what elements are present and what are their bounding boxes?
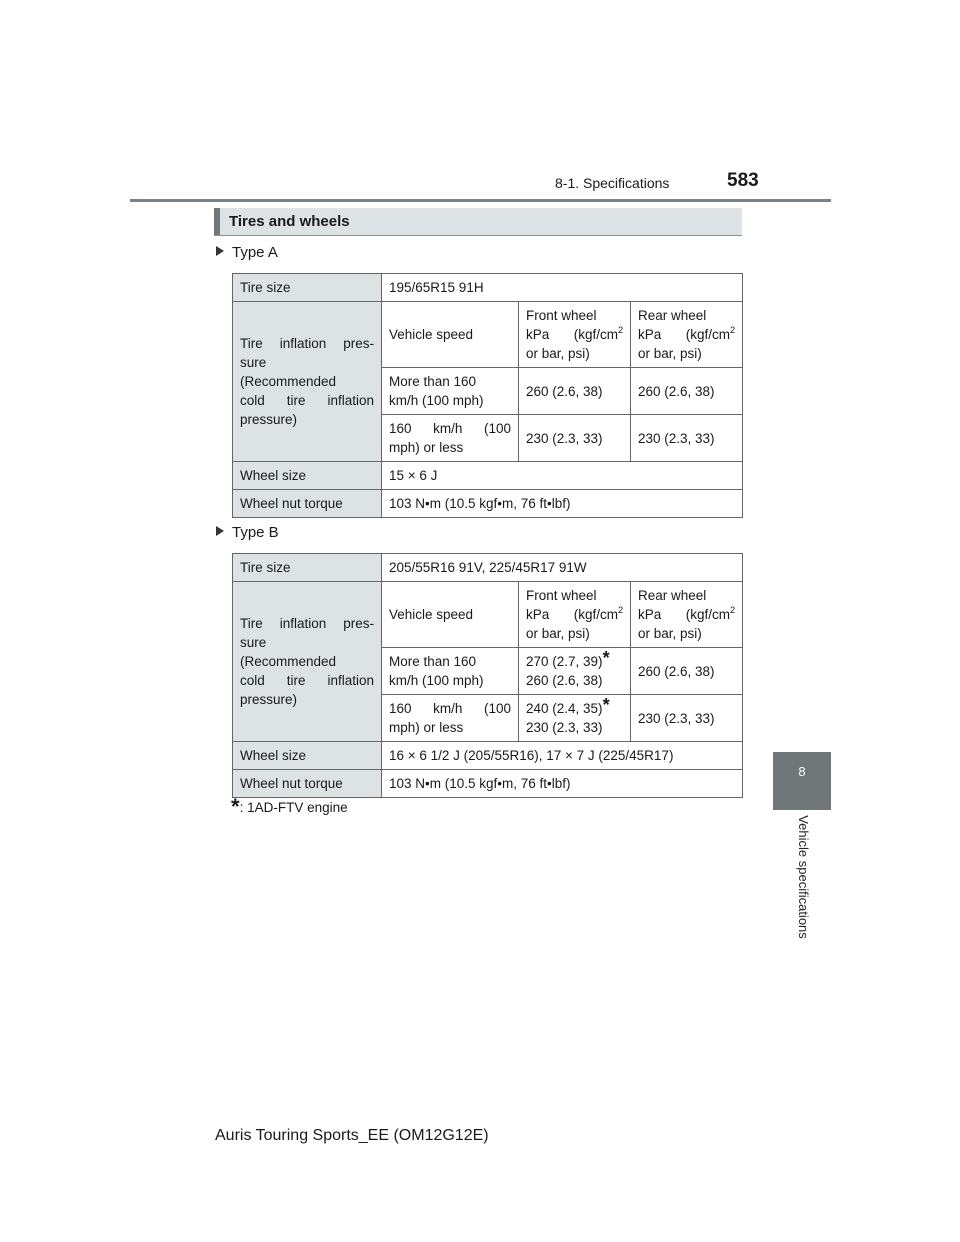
superscript: 2 [617, 605, 623, 615]
rear-pressure-cell: 260 (2.6, 38) [631, 648, 743, 695]
type-a-spec-table [232, 273, 743, 518]
front-header-line: or bar, psi) [526, 346, 590, 361]
wheel-size-label: Wheel size [233, 742, 382, 770]
front-pressure-line: 240 (2.4, 35) [526, 701, 603, 716]
speed-line: More than 160 [389, 374, 477, 389]
speed-line: mph) or less [389, 720, 464, 735]
front-pressure-cell [519, 695, 631, 742]
rear-header-line: kPa (kgf/cm [638, 327, 731, 342]
type-b-label [216, 524, 279, 541]
tire-size-label: Tire size [233, 554, 382, 582]
table-row [233, 462, 743, 490]
front-header-line: kPa (kgf/cm [526, 327, 618, 342]
pressure-label-line: cold tire inflation [240, 393, 374, 408]
front-wheel-header [519, 302, 631, 368]
nut-torque-label: Wheel nut torque [233, 770, 382, 798]
footnote-star: * [231, 794, 240, 819]
table-row [233, 770, 743, 798]
footnote-marker: * [602, 695, 610, 715]
table-row [233, 742, 743, 770]
tire-size-value: 195/65R15 91H [382, 274, 743, 302]
wheel-size-value: 15 × 6 J [382, 462, 743, 490]
type-a-label [216, 244, 278, 261]
pressure-label [233, 582, 382, 742]
front-pressure-line: 230 (2.3, 33) [526, 720, 603, 735]
rear-header-line: or bar, psi) [638, 626, 702, 641]
footnote [231, 794, 348, 819]
front-pressure-cell: 230 (2.3, 33) [519, 415, 631, 462]
vehicle-speed-header: Vehicle speed [382, 582, 519, 648]
table-row [233, 302, 743, 368]
speed-cell [382, 695, 519, 742]
type-b-spec-table [232, 553, 743, 798]
front-header-line: Front wheel [526, 588, 597, 603]
section-title: Tires and wheels [229, 213, 350, 230]
speed-line: km/h (100 mph) [389, 393, 484, 408]
rear-header-line: Rear wheel [638, 588, 707, 603]
triangle-bullet-icon [216, 246, 224, 256]
speed-cell [382, 648, 519, 695]
chapter-tab [773, 752, 831, 810]
type-a-label-text: Type A [232, 244, 278, 261]
rear-pressure-cell: 230 (2.3, 33) [631, 695, 743, 742]
section-title-underline [214, 235, 742, 236]
type-b-label-text: Type B [232, 524, 279, 541]
front-wheel-header [519, 582, 631, 648]
nut-torque-label: Wheel nut torque [233, 490, 382, 518]
superscript: 2 [730, 325, 736, 335]
speed-line: More than 160 [389, 654, 477, 669]
nut-torque-value: 103 N•m (10.5 kgf•m, 76 ft•lbf) [382, 770, 743, 798]
table-row [233, 582, 743, 648]
rear-header-line: Rear wheel [638, 308, 707, 323]
pressure-label-line: Tire inflation pres- [240, 616, 374, 631]
speed-line: 160 km/h (100 [389, 421, 511, 436]
chapter-title: Vehicle specifications [796, 815, 811, 939]
pressure-label-line: (Recommended [240, 654, 337, 669]
footnote-marker: * [602, 648, 610, 668]
wheel-size-value: 16 × 6 1/2 J (205/55R16), 17 × 7 J (225/45R17) [382, 742, 743, 770]
pressure-label [233, 302, 382, 462]
triangle-bullet-icon [216, 526, 224, 536]
front-pressure-line: 270 (2.7, 39) [526, 654, 603, 669]
manual-title: Auris Touring Sports_EE (OM12G12E) [215, 1127, 489, 1144]
front-pressure-cell [519, 648, 631, 695]
rear-wheel-header [631, 582, 743, 648]
speed-cell [382, 368, 519, 415]
rear-wheel-header [631, 302, 743, 368]
front-header-line: or bar, psi) [526, 626, 590, 641]
section-title-bar [214, 208, 742, 236]
page-number: 583 [727, 170, 759, 191]
speed-line: km/h (100 mph) [389, 673, 484, 688]
chapter-number: 8 [798, 764, 806, 779]
pressure-label-line: (Recommended [240, 374, 337, 389]
pressure-label-line: sure [240, 635, 267, 650]
pressure-label-line: sure [240, 355, 267, 370]
footnote-text: : 1AD-FTV engine [239, 800, 348, 815]
rear-header-line: or bar, psi) [638, 346, 702, 361]
superscript: 2 [730, 605, 736, 615]
table-row [233, 554, 743, 582]
wheel-size-label: Wheel size [233, 462, 382, 490]
speed-line: mph) or less [389, 440, 464, 455]
superscript: 2 [617, 325, 623, 335]
header-rule [130, 199, 831, 202]
front-header-line: kPa (kgf/cm [526, 607, 618, 622]
rear-header-line: kPa (kgf/cm [638, 607, 731, 622]
front-pressure-line: 260 (2.6, 38) [526, 673, 603, 688]
section-heading: 8-1. Specifications [555, 175, 670, 191]
front-pressure-cell: 260 (2.6, 38) [519, 368, 631, 415]
rear-pressure-cell: 230 (2.3, 33) [631, 415, 743, 462]
pressure-label-line: pressure) [240, 412, 298, 427]
speed-line: 160 km/h (100 [389, 701, 511, 716]
rear-pressure-cell: 260 (2.6, 38) [631, 368, 743, 415]
front-header-line: Front wheel [526, 308, 597, 323]
table-row [233, 274, 743, 302]
speed-cell [382, 415, 519, 462]
pressure-label-line: Tire inflation pres- [240, 336, 374, 351]
nut-torque-value: 103 N•m (10.5 kgf•m, 76 ft•lbf) [382, 490, 743, 518]
tire-size-value: 205/55R16 91V, 225/45R17 91W [382, 554, 743, 582]
table-row [233, 490, 743, 518]
pressure-label-line: cold tire inflation [240, 673, 374, 688]
pressure-label-line: pressure) [240, 692, 298, 707]
vehicle-speed-header: Vehicle speed [382, 302, 519, 368]
tire-size-label: Tire size [233, 274, 382, 302]
section-title-accent [214, 208, 220, 236]
